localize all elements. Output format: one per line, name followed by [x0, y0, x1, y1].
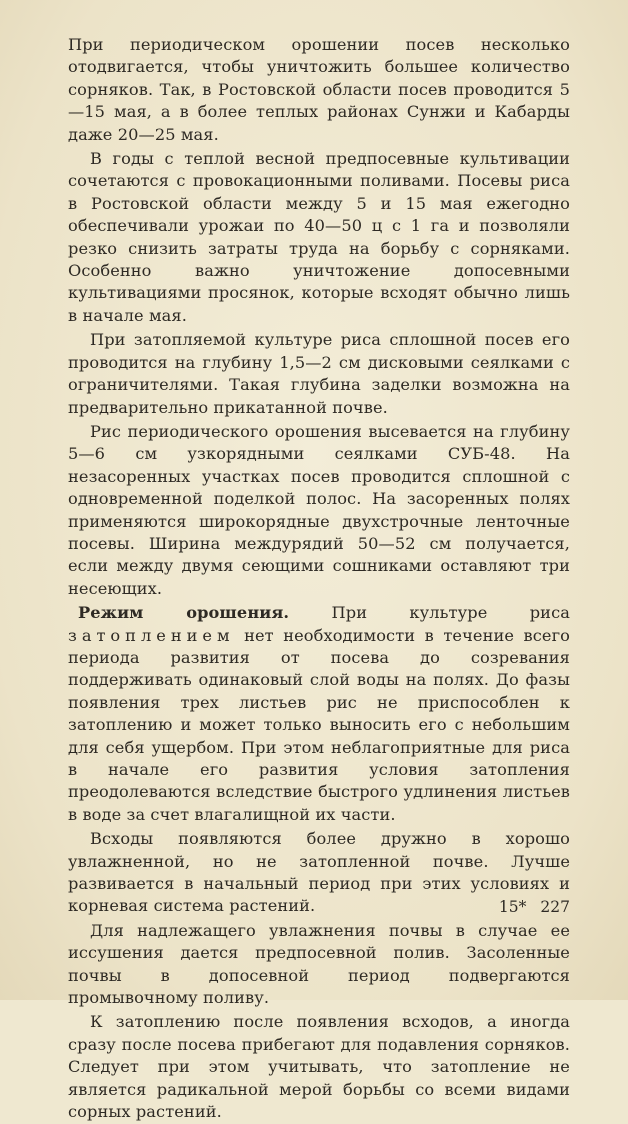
irrigation-text-before: При культуре риса: [331, 603, 570, 623]
page-number: 227: [540, 898, 570, 916]
paragraph-pre-sowing-watering: Для надлежащего увлажнения почвы в случае ее иссушения дается предпосевной полив. Засоленные почвы в допосевной период подвергаются промывочному поливу.: [68, 920, 570, 1008]
paragraph-sowing-delay: При периодическом орошении посев несколько отодвигается, чтобы уничтожить большее количество сорняков. Так, в Ростовской области посев проводится 5—15 мая, а в более теплых районах Сунжи и Кабарды даже 20—25 мая.: [68, 35, 570, 144]
paragraph-seedlings: Всходы появляются более дружно в хорошо увлажненной, но не затопленной почве. Лучше развивается в начальный период при этих условиях и корневая система растений.: [68, 829, 570, 916]
printer-signature: 15*: [498, 898, 527, 916]
spaced-emphasis: затоплением: [68, 625, 235, 645]
paragraph-flooding-weeds: К затоплению после появления всходов, а иногда сразу после посева прибегают для подавления сорняков. Следует при этом учитывать, что затопление не является радикальной мерой борьбы со всеми видами сорных растений.: [68, 1012, 570, 1122]
paragraph-flooded-culture: При затопляемой культуре риса сплошной посев его проводится на глубину 1,5—2 см дисковыми сеялками с ограничителями. Такая глубина заделки возможна на предварительно прикатанной почве.: [68, 330, 570, 417]
paragraph-warm-spring: В годы с теплой весной предпосевные культивации сочетаются с провокационными поливами. Посевы риса в Ростовской области между 5 и 15 мая ежегодно обеспечивали урожаи по 40—50 ц с 1 га и позволяли резко снизить затраты труда на борьбу с сорняками. Особенно важно уничтожение допосевными культивациями просянок, которые всходят обычно лишь в начале мая.: [68, 149, 570, 325]
section-heading: Режим орошения.: [78, 603, 290, 623]
paragraph-irrigation-regime: [68, 602, 570, 826]
irrigation-text-after: нет необходимости в течение всего периода развития от посева до созревания поддерживать одинаковый слой воды на полях. До фазы появления трех листьев рис не приспособлен к затоплению и может только выносить его с небольшим для себя ущербом. При этом неблагоприятные для риса в начале его развития условия затопления преодолеваются вследствие быстрого удлинения листьев в воде за счет влагалищной их части.: [68, 625, 570, 824]
paragraph-periodic-irrigation: Рис периодического орошения высевается на глубину 5—6 см узкорядными сеялками СУБ-48. На незасоренных участках посев проводится сплошной с одновременной поделкой полос. На засоренных полях применяются широкорядные двухстрочные ленточные посевы. Ширина междурядий 50—52 см получается, если между двумя сеющими сошниками оставляют три несеющих.: [68, 421, 570, 598]
page-footer: [499, 898, 570, 916]
body-text: [68, 34, 570, 1124]
